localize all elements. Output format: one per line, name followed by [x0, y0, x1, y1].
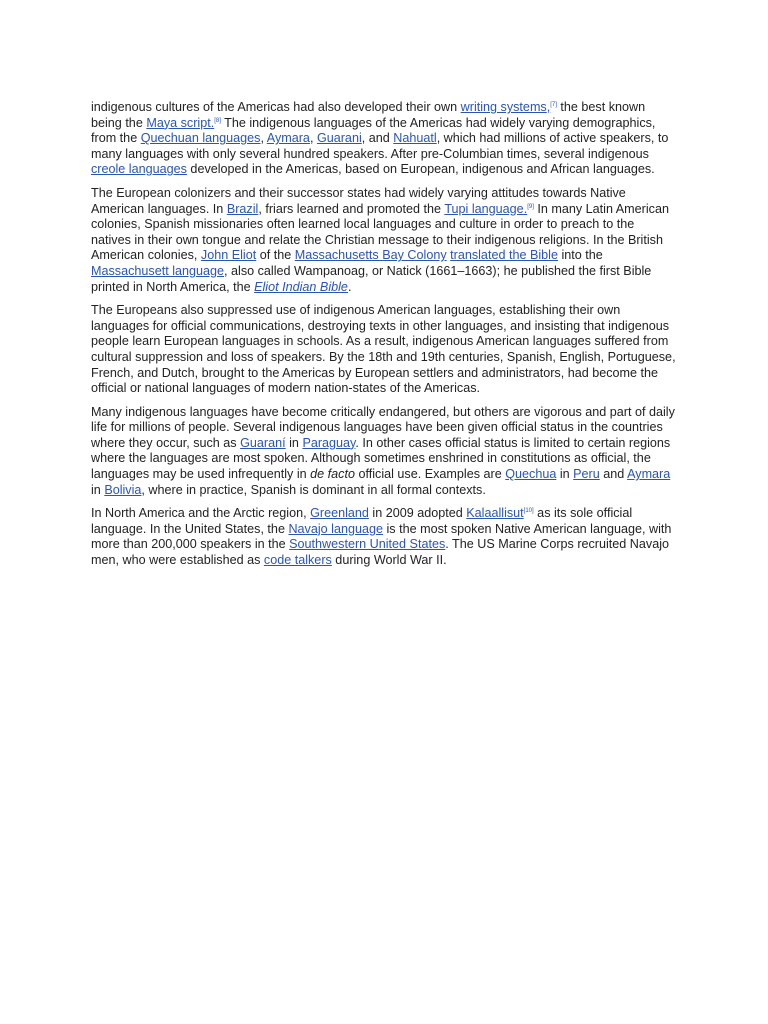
link-greenland[interactable]: Greenland [310, 506, 369, 521]
body-text: . The US Marine Corps recruited Navajo men, who were established as [91, 537, 670, 568]
body-text: . In other cases official status is limited to certain regions where the languages are most spoken. Although sometimes enshrined in constitutions as official, the languages may be used infrequently in [91, 435, 671, 482]
body-text: In North America and the Arctic region, [91, 506, 311, 521]
link-bolivia[interactable]: Bolivia [104, 482, 142, 497]
body-text: , where in practice, Spanish is dominant in all formal contexts. [141, 482, 486, 497]
link[interactable]: , [546, 100, 551, 114]
body-text: in [556, 467, 574, 482]
body-text: The European colonizers and their successor states had widely varying attitudes towards Native American languages. In [91, 185, 626, 216]
link-eliot-indian-bible[interactable]: Eliot Indian Bible [254, 279, 348, 294]
body-text: . [347, 279, 352, 294]
paragraph [91, 405, 677, 499]
link-creole-languages[interactable]: creole languages [91, 162, 187, 177]
body-text: The Europeans also suppressed use of indigenous American languages, establishing their own languages for official communications, destroying texts in other languages, and insisting that indigenous people learn European languages in schools. As a result, indigenous American languages suffered from cultural suppression and loss of speakers. By the 18th and 19th centuries, Spanish, English, Portuguese, French, and Dutch, brought to the Americas by European settlers and administrators, had become the official or national languages of modern nation-states of the Americas. [91, 303, 676, 396]
paragraph [91, 303, 677, 397]
body-text: , and [361, 131, 394, 146]
link-southwestern-united-states[interactable]: Southwestern United States [289, 537, 446, 552]
body-text: and [599, 467, 628, 482]
body-text: official use. Examples are [354, 467, 506, 482]
italic-text: de facto [310, 467, 355, 482]
link-john-eliot[interactable]: John Eliot [200, 248, 257, 263]
link-brazil[interactable]: Brazil [226, 201, 259, 216]
body-text: as its sole official language. In the United States, the [91, 506, 633, 536]
body-text: in [91, 482, 105, 497]
link-kalaallisut[interactable]: Kalaallisut [466, 506, 524, 521]
link-guaran[interactable]: Guaraní [240, 435, 286, 450]
link-navajo-language[interactable]: Navajo language [288, 521, 383, 536]
link-maya-script[interactable]: Maya script [146, 115, 211, 130]
body-text: of the [256, 248, 295, 263]
body-text: , which had millions of active speakers, to many languages with only several hundred speakers. After pre-Columbian times, several indigenous [91, 131, 669, 161]
link-aymara[interactable]: Aymara [627, 467, 671, 482]
body-text: during World War II. [331, 553, 447, 568]
link-guarani[interactable]: Guarani [316, 131, 362, 146]
link-peru[interactable]: Peru [573, 467, 600, 482]
link-nahuatl[interactable]: Nahuatl [393, 131, 437, 146]
link-writing-systems[interactable]: writing systems [460, 100, 547, 114]
link-quechua[interactable]: Quechua [505, 467, 557, 482]
body-text: , friars learned and promoted the [258, 201, 445, 216]
body-text: is the most spoken Native American language, with more than 200,000 speakers in the [91, 521, 672, 552]
link-paraguay[interactable]: Paraguay [302, 435, 356, 450]
link-quechuan-languages[interactable]: Quechuan languages [140, 131, 261, 146]
body-text: Many indigenous languages have become critically endangered, but others are vigorous and part of daily life for millions of people. Several indigenous languages have been given official status in the countries where they occur, such as [91, 404, 675, 450]
link-massachusetts-bay-colony[interactable]: Massachusetts Bay Colony [294, 248, 447, 263]
link-massachusett-language[interactable]: Massachusett language [91, 263, 225, 278]
body-text: , also called Wampanoag, or Natick (1661–1663); he published the first Bible printed in North America, the [91, 263, 652, 294]
body-text: in [285, 435, 303, 450]
link-aymara[interactable]: Aymara [266, 131, 310, 146]
body-text: indigenous cultures of the Americas had also developed their own [91, 100, 461, 114]
paragraph [91, 186, 677, 295]
document-body [91, 100, 677, 577]
paragraph [91, 506, 677, 568]
body-text: the best known being the [91, 100, 646, 130]
link[interactable]: . [523, 201, 528, 216]
link-tupi-language[interactable]: Tupi language [444, 201, 524, 216]
citation-ref[interactable]: [9] [527, 203, 534, 210]
body-text: , [260, 131, 267, 146]
body-text: developed in the Americas, based on European, indigenous and African languages. [186, 162, 655, 177]
body-text: In many Latin American colonies, Spanish missionaries often learned local languages and culture in order to preach to the natives in their own tongue and relate the Christian message to their indigenous religions. In the British American colonies, [91, 201, 669, 263]
link-translated-the-bible[interactable]: translated the Bible [450, 248, 558, 263]
body-text: , [309, 131, 317, 146]
body-text: The indigenous languages of the Americas had widely varying demographics, from the [91, 115, 656, 146]
paragraph [91, 100, 677, 178]
link-code-talkers[interactable]: code talkers [263, 553, 332, 568]
link[interactable]: . [210, 115, 215, 130]
body-text: into the [557, 248, 603, 263]
citation-ref[interactable]: [10] [523, 508, 534, 515]
citation-ref[interactable]: [7] [550, 101, 557, 108]
citation-ref[interactable]: [8] [214, 117, 221, 124]
body-text: in 2009 adopted [368, 506, 467, 521]
